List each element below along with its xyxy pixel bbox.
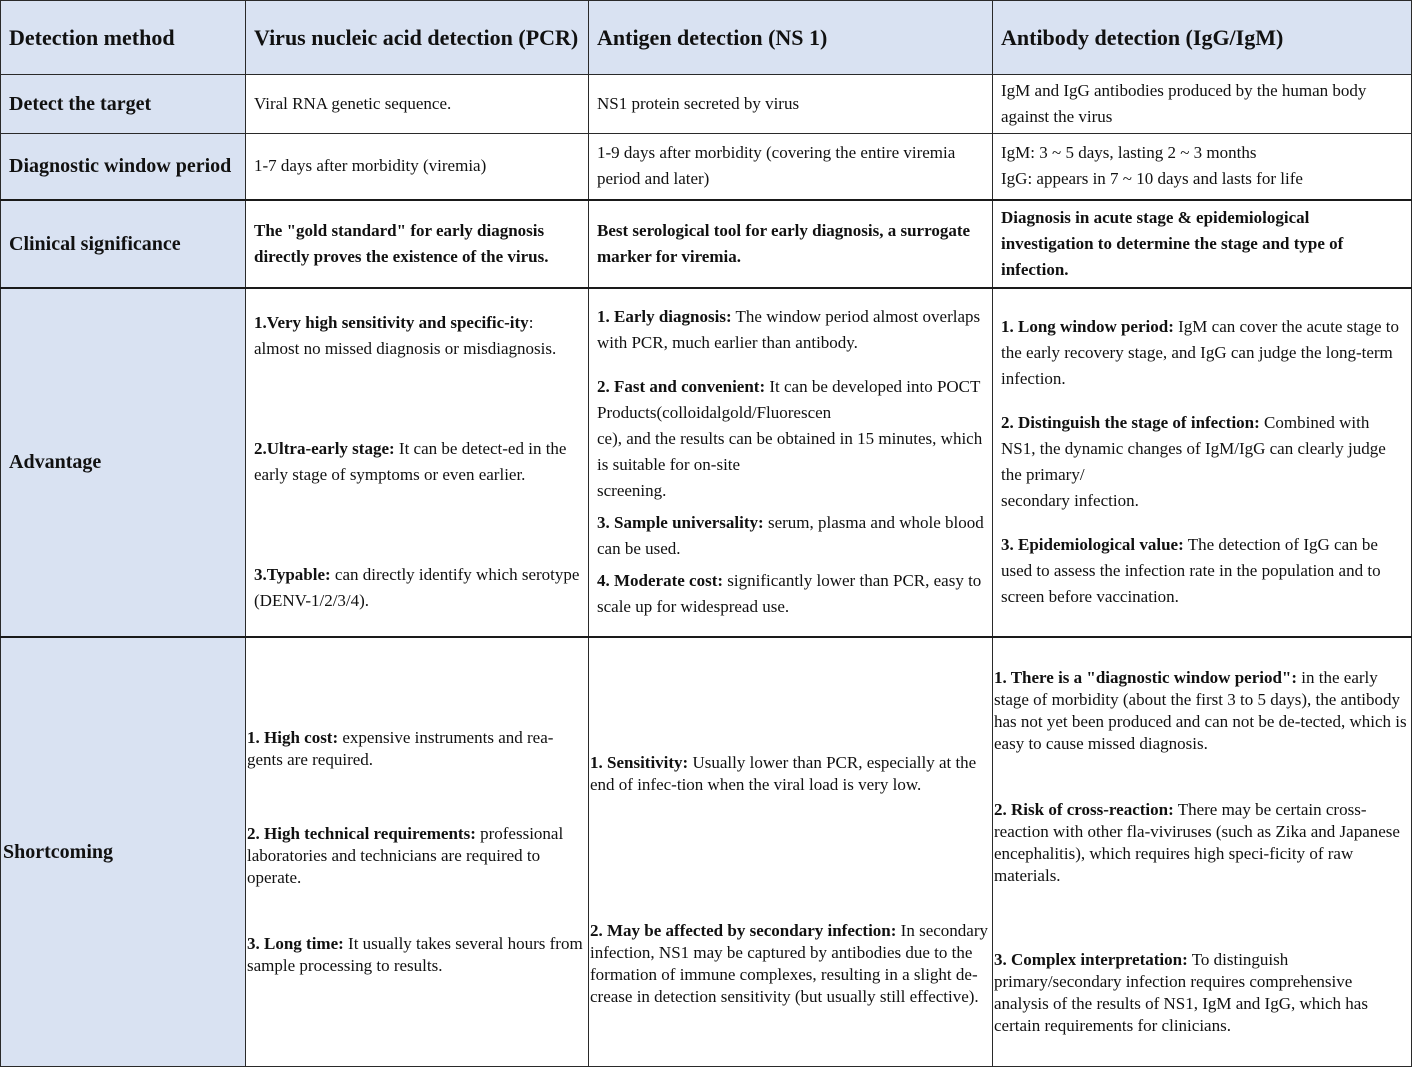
row-label-advantage: Advantage (1, 288, 246, 637)
header-pcr: Virus nucleic acid detection (PCR) (246, 1, 589, 75)
list-item: 2. Fast and convenient: It can be developed into POCT Products(colloidalgold/Fluorescen ce), and the results can be obtained in 15 minutes, which is suitable for on-site screening. (597, 377, 983, 500)
list-item: 1. High cost: expensive instruments and rea-gents are required. (247, 727, 554, 769)
cell-target-pcr: Viral RNA genetic sequence. (246, 75, 589, 134)
list-item: 2.Ultra-early stage: It can be detect-ed in the early stage of symptoms or even earlier. (254, 439, 567, 484)
cell-window-ns1: 1-9 days after morbidity (covering the entire viremia period and later) (589, 134, 993, 200)
list-item: 1. Early diagnosis: The window period almost overlaps with PCR, much earlier than antibody. (597, 307, 981, 352)
cell-advantage-pcr (246, 288, 589, 637)
header-ns1: Antigen detection (NS 1) (589, 1, 993, 75)
cell-target-ns1: NS1 protein secreted by virus (589, 75, 993, 134)
header-antibody: Antibody detection (IgG/IgM) (993, 1, 1412, 75)
list-item: 1. Long window period: IgM can cover the acute stage to the early recovery stage, and IgG can judge the long-term infection. (1001, 317, 1400, 388)
row-shortcoming (1, 637, 1412, 1067)
cell-shortcoming-antibody (993, 637, 1412, 1067)
cell-shortcoming-pcr (246, 637, 589, 1067)
row-label-target: Detect the target (1, 75, 246, 134)
row-label-shortcoming: Shortcoming (1, 637, 246, 1067)
cell-shortcoming-ns1 (589, 637, 993, 1067)
list-item: 2. Distinguish the stage of infection: Combined with NS1, the dynamic changes of IgM/IgG can clearly judge the primary/ secondary infection. (1001, 413, 1386, 510)
cell-window-pcr: 1-7 days after morbidity (viremia) (246, 134, 589, 200)
row-clinical-significance (1, 200, 1412, 288)
window-igg: IgG: appears in 7 ~ 10 days and lasts for life (1001, 169, 1303, 189)
window-igm: IgM: 3 ~ 5 days, lasting 2 ~ 3 months (1001, 143, 1257, 163)
cell-advantage-antibody (993, 288, 1412, 637)
list-item: 3. Epidemiological value: The detection of IgG can be used to assess the infection rate in the population and to screen before vaccination. (1001, 535, 1381, 606)
cell-target-antibody: IgM and IgG antibodies produced by the human body against the virus (993, 75, 1412, 134)
list-item: 3.Typable: can directly identify which serotype (DENV-1/2/3/4). (254, 565, 580, 610)
list-item: 2. May be affected by secondary infection: In secondary infection, NS1 may be captured by antibodies due to the formation of immune complexes, resulting in a slight de-crease in detection sensitivity (but usually still effective). (590, 920, 988, 1006)
header-detection-method: Detection method (1, 1, 246, 75)
list-item: 3. Long time: It usually takes several hours from sample processing to results. (247, 933, 583, 975)
list-item: 2. Risk of cross-reaction: There may be certain cross-reaction with other fla-viviruses (such as Zika and Japanese encephalitis), which requires high speci-ficity of raw materials. (994, 799, 1400, 885)
list-item: 1. There is a "diagnostic window period": in the early stage of morbidity (about the first 3 to 5 days), the antibody has not yet been produced and can not be de-tected, which is easy to cause missed diagnosis. (994, 667, 1407, 753)
cell-clinical-pcr: The "gold standard" for early diagnosis directly proves the existence of the virus. (246, 200, 589, 288)
row-label-window: Diagnostic window period (1, 134, 246, 200)
cell-clinical-ns1: Best serological tool for early diagnosis, a surrogate marker for viremia. (589, 200, 993, 288)
list-item: 2. High technical requirements: professional laboratories and technicians are required to operate. (247, 823, 564, 887)
list-item: 1.Very high sensitivity and specific-ity: almost no missed diagnosis or misdiagnosis. (254, 313, 557, 358)
header-row (1, 1, 1412, 75)
cell-advantage-ns1 (589, 288, 993, 637)
cell-window-antibody (993, 134, 1412, 200)
row-detect-target (1, 75, 1412, 134)
list-item: 1. Sensitivity: Usually lower than PCR, especially at the end of infec-tion when the viral load is very low. (590, 752, 977, 794)
cell-clinical-antibody: Diagnosis in acute stage & epidemiological investigation to determine the stage and type of infection. (993, 200, 1412, 288)
list-item: 3. Complex interpretation: To distinguish primary/secondary infection requires comprehensive analysis of the results of NS1, IgM and IgG, which has certain requirements for clinicians. (994, 949, 1368, 1035)
row-window-period (1, 134, 1412, 200)
row-advantage (1, 288, 1412, 637)
row-label-clinical: Clinical significance (1, 200, 246, 288)
list-item: 4. Moderate cost: significantly lower than PCR, easy to scale up for widespread use. (597, 571, 982, 616)
list-item: 3. Sample universality: serum, plasma and whole blood can be used. (597, 513, 984, 558)
